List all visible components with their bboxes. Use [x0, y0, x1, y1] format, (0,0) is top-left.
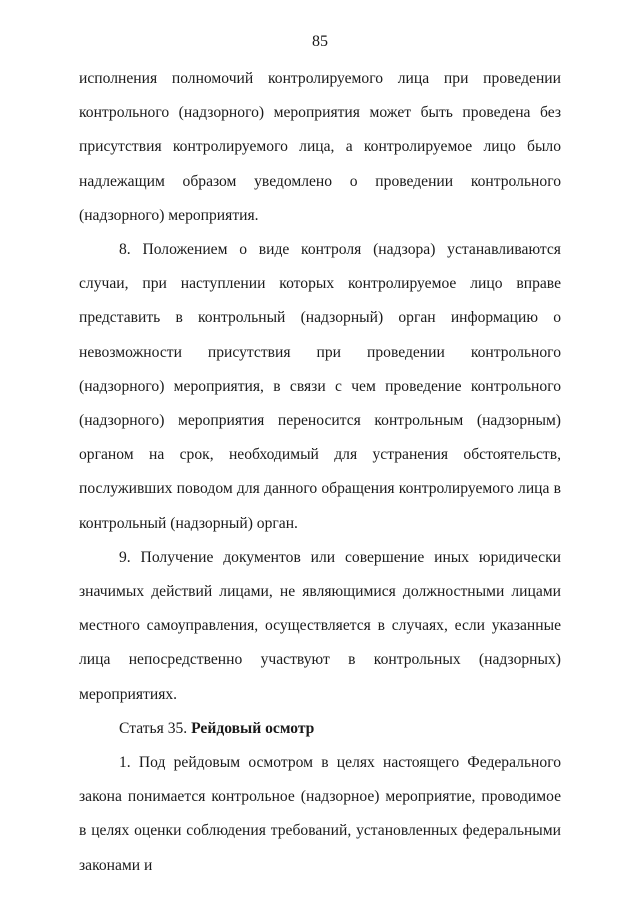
page-number: 85: [312, 33, 328, 50]
article-number: Статья 35.: [119, 719, 192, 737]
paragraph-article-35-item-1: 1. Под рейдовым осмотром в целях настоящего Федерального закона понимается контрольное (надзорное) мероприятие, проводимое в целях оценки соблюдения требований, установленных федеральными законами и: [79, 754, 561, 874]
paragraph-item-8: 8. Положением о виде контроля (надзора) устанавливаются случаи, при наступлении которых контролируемое лицо вправе представить в контрольный (надзорный) орган информацию о невозможности присутствия при проведении контрольного (надзорного) мероприятия, в связи с чем проведение контрольного (надзорного) мероприятия переносится контрольным (надзорным) органом на срок, необходимый для устранения обстоятельств, послуживших поводом для данного обращения контролируемого лица в контрольный (надзорный) орган.: [79, 241, 561, 532]
article-title: Рейдовый осмотр: [191, 719, 315, 737]
paragraph-item-9: 9. Получение документов или совершение иных юридически значимых действий лицами, не являющимися должностными лицами местного самоуправления, осуществляется в случаях, если указанные лица непосредственно участвуют в контрольных (надзорных) мероприятиях.: [79, 548, 561, 703]
paragraph-continuation: исполнения полномочий контролируемого лица при проведении контрольного (надзорного) мероприятия может быть проведена без присутствия контролируемого лица, а контролируемое лицо было надлежащим образом уведомлено о проведении контрольного (надзорного) мероприятия.: [79, 70, 561, 224]
document-body: [79, 62, 561, 883]
article-heading: [79, 712, 561, 746]
